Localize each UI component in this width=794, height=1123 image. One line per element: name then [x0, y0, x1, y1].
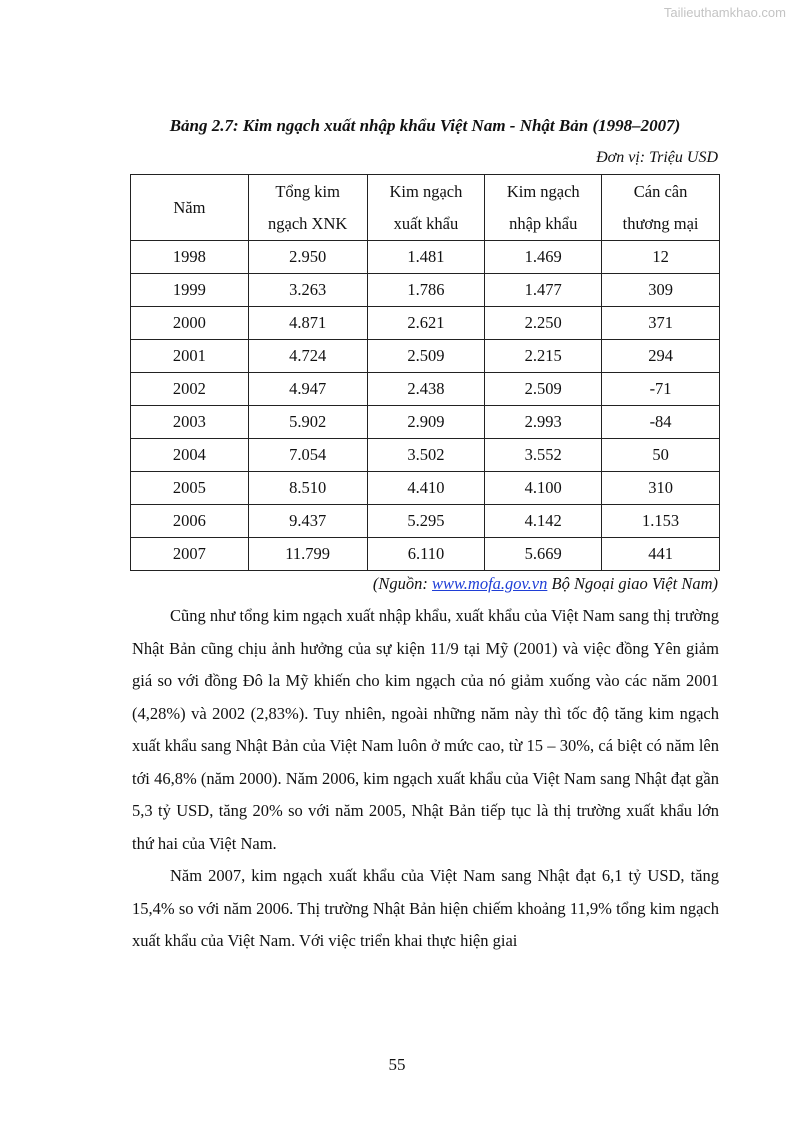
source-link[interactable]: www.mofa.gov.vn	[432, 574, 548, 593]
table-cell: 2007	[131, 538, 249, 571]
table-cell: 309	[602, 274, 720, 307]
table-cell: 4.100	[485, 472, 602, 505]
table-cell: 1.477	[485, 274, 602, 307]
table-cell: 5.295	[367, 505, 485, 538]
table-cell: 2005	[131, 472, 249, 505]
table-cell: 371	[602, 307, 720, 340]
table-cell: 2001	[131, 340, 249, 373]
table-cell: 7.054	[248, 439, 367, 472]
header-exports: Kim ngạch xuất khẩu	[367, 175, 485, 241]
table-cell: 2004	[131, 439, 249, 472]
table-cell: 4.871	[248, 307, 367, 340]
table-cell: -84	[602, 406, 720, 439]
table-cell: 9.437	[248, 505, 367, 538]
table-cell: 4.724	[248, 340, 367, 373]
table-cell: 294	[602, 340, 720, 373]
paragraph: Cũng như tổng kim ngạch xuất nhập khẩu, xuất khẩu của Việt Nam sang thị trường Nhật Bản cũng chịu ảnh hưởng của sự kiện 11/9 tại Mỹ (2001) và việc đồng Yên giảm giá so với đồng Đô la Mỹ khiến cho kim ngạch của nó giảm xuống vào các năm 2001 (4,28%) và 2002 (2,83%). Tuy nhiên, ngoài những năm này thì tốc độ tăng kim ngạch xuất khẩu sang Nhật Bản của Việt Nam luôn ở mức cao, từ 15 – 30%, cá biệt có năm lên tới 46,8% (năm 2000). Năm 2006, kim ngạch xuất khẩu của Việt Nam sang Nhật đạt gần 5,3 tỷ USD, tăng 20% so với năm 2005, Nhật Bản tiếp tục là thị trường xuất khẩu lớn thứ hai của Việt Nam.	[132, 606, 719, 853]
watermark: Tailieuthamkhao.com	[663, 5, 786, 20]
table-cell: 4.947	[248, 373, 367, 406]
table-cell: 6.110	[367, 538, 485, 571]
table-row	[131, 472, 720, 505]
table-cell: 2.621	[367, 307, 485, 340]
table-cell: 3.263	[248, 274, 367, 307]
table-cell: 441	[602, 538, 720, 571]
table-header-row	[131, 175, 720, 241]
table-cell: 1998	[131, 241, 249, 274]
table-row	[131, 340, 720, 373]
table-row	[131, 241, 720, 274]
table-cell: 1.153	[602, 505, 720, 538]
table-cell: 1.481	[367, 241, 485, 274]
table-row	[131, 373, 720, 406]
table-cell: 2.993	[485, 406, 602, 439]
table-cell: 2.215	[485, 340, 602, 373]
table-source: (Nguồn: www.mofa.gov.vn Bộ Ngoại giao Việt Nam)	[372, 574, 718, 593]
table-cell: 50	[602, 439, 720, 472]
table-cell: 3.502	[367, 439, 485, 472]
table-row	[131, 538, 720, 571]
table-cell: 2006	[131, 505, 249, 538]
table-cell: 4.410	[367, 472, 485, 505]
table-cell: 12	[602, 241, 720, 274]
table-cell: 4.142	[485, 505, 602, 538]
table-cell: 310	[602, 472, 720, 505]
table-cell: 2002	[131, 373, 249, 406]
table-cell: 2.950	[248, 241, 367, 274]
table-cell: 2.509	[485, 373, 602, 406]
header-total-trade: Tổng kim ngạch XNK	[248, 175, 367, 241]
table-cell: 2.438	[367, 373, 485, 406]
table-caption: Bảng 2.7: Kim ngạch xuất nhập khẩu Việt Nam - Nhật Bản (1998–2007)	[169, 116, 681, 135]
paragraph: Năm 2007, kim ngạch xuất khẩu của Việt Nam sang Nhật đạt 6,1 tỷ USD, tăng 15,4% so với năm 2006. Thị trường Nhật Bản hiện chiếm khoảng 11,9% tổng kim ngạch xuất khẩu của Việt Nam. Với việc triển khai thực hiện giai	[132, 866, 719, 950]
table-cell: 2000	[131, 307, 249, 340]
body-text	[132, 600, 719, 958]
table-body	[131, 241, 720, 571]
table-row	[131, 406, 720, 439]
table-cell: 11.799	[248, 538, 367, 571]
table-cell: 1999	[131, 274, 249, 307]
table-cell: 2.250	[485, 307, 602, 340]
table-cell: -71	[602, 373, 720, 406]
table-cell: 5.669	[485, 538, 602, 571]
header-balance: Cán cân thương mại	[602, 175, 720, 241]
table-cell: 3.552	[485, 439, 602, 472]
table-cell: 1.786	[367, 274, 485, 307]
header-year: Năm	[131, 175, 249, 241]
page-number: 55	[388, 1055, 406, 1074]
table-cell: 2.909	[367, 406, 485, 439]
table-cell: 5.902	[248, 406, 367, 439]
table-row	[131, 307, 720, 340]
trade-table	[130, 174, 720, 571]
header-imports: Kim ngạch nhập khẩu	[485, 175, 602, 241]
table-row	[131, 505, 720, 538]
table-row	[131, 274, 720, 307]
table-cell: 1.469	[485, 241, 602, 274]
table-row	[131, 439, 720, 472]
table-cell: 2003	[131, 406, 249, 439]
table-unit: Đơn vị: Triệu USD	[596, 149, 718, 166]
table-cell: 8.510	[248, 472, 367, 505]
table-cell: 2.509	[367, 340, 485, 373]
